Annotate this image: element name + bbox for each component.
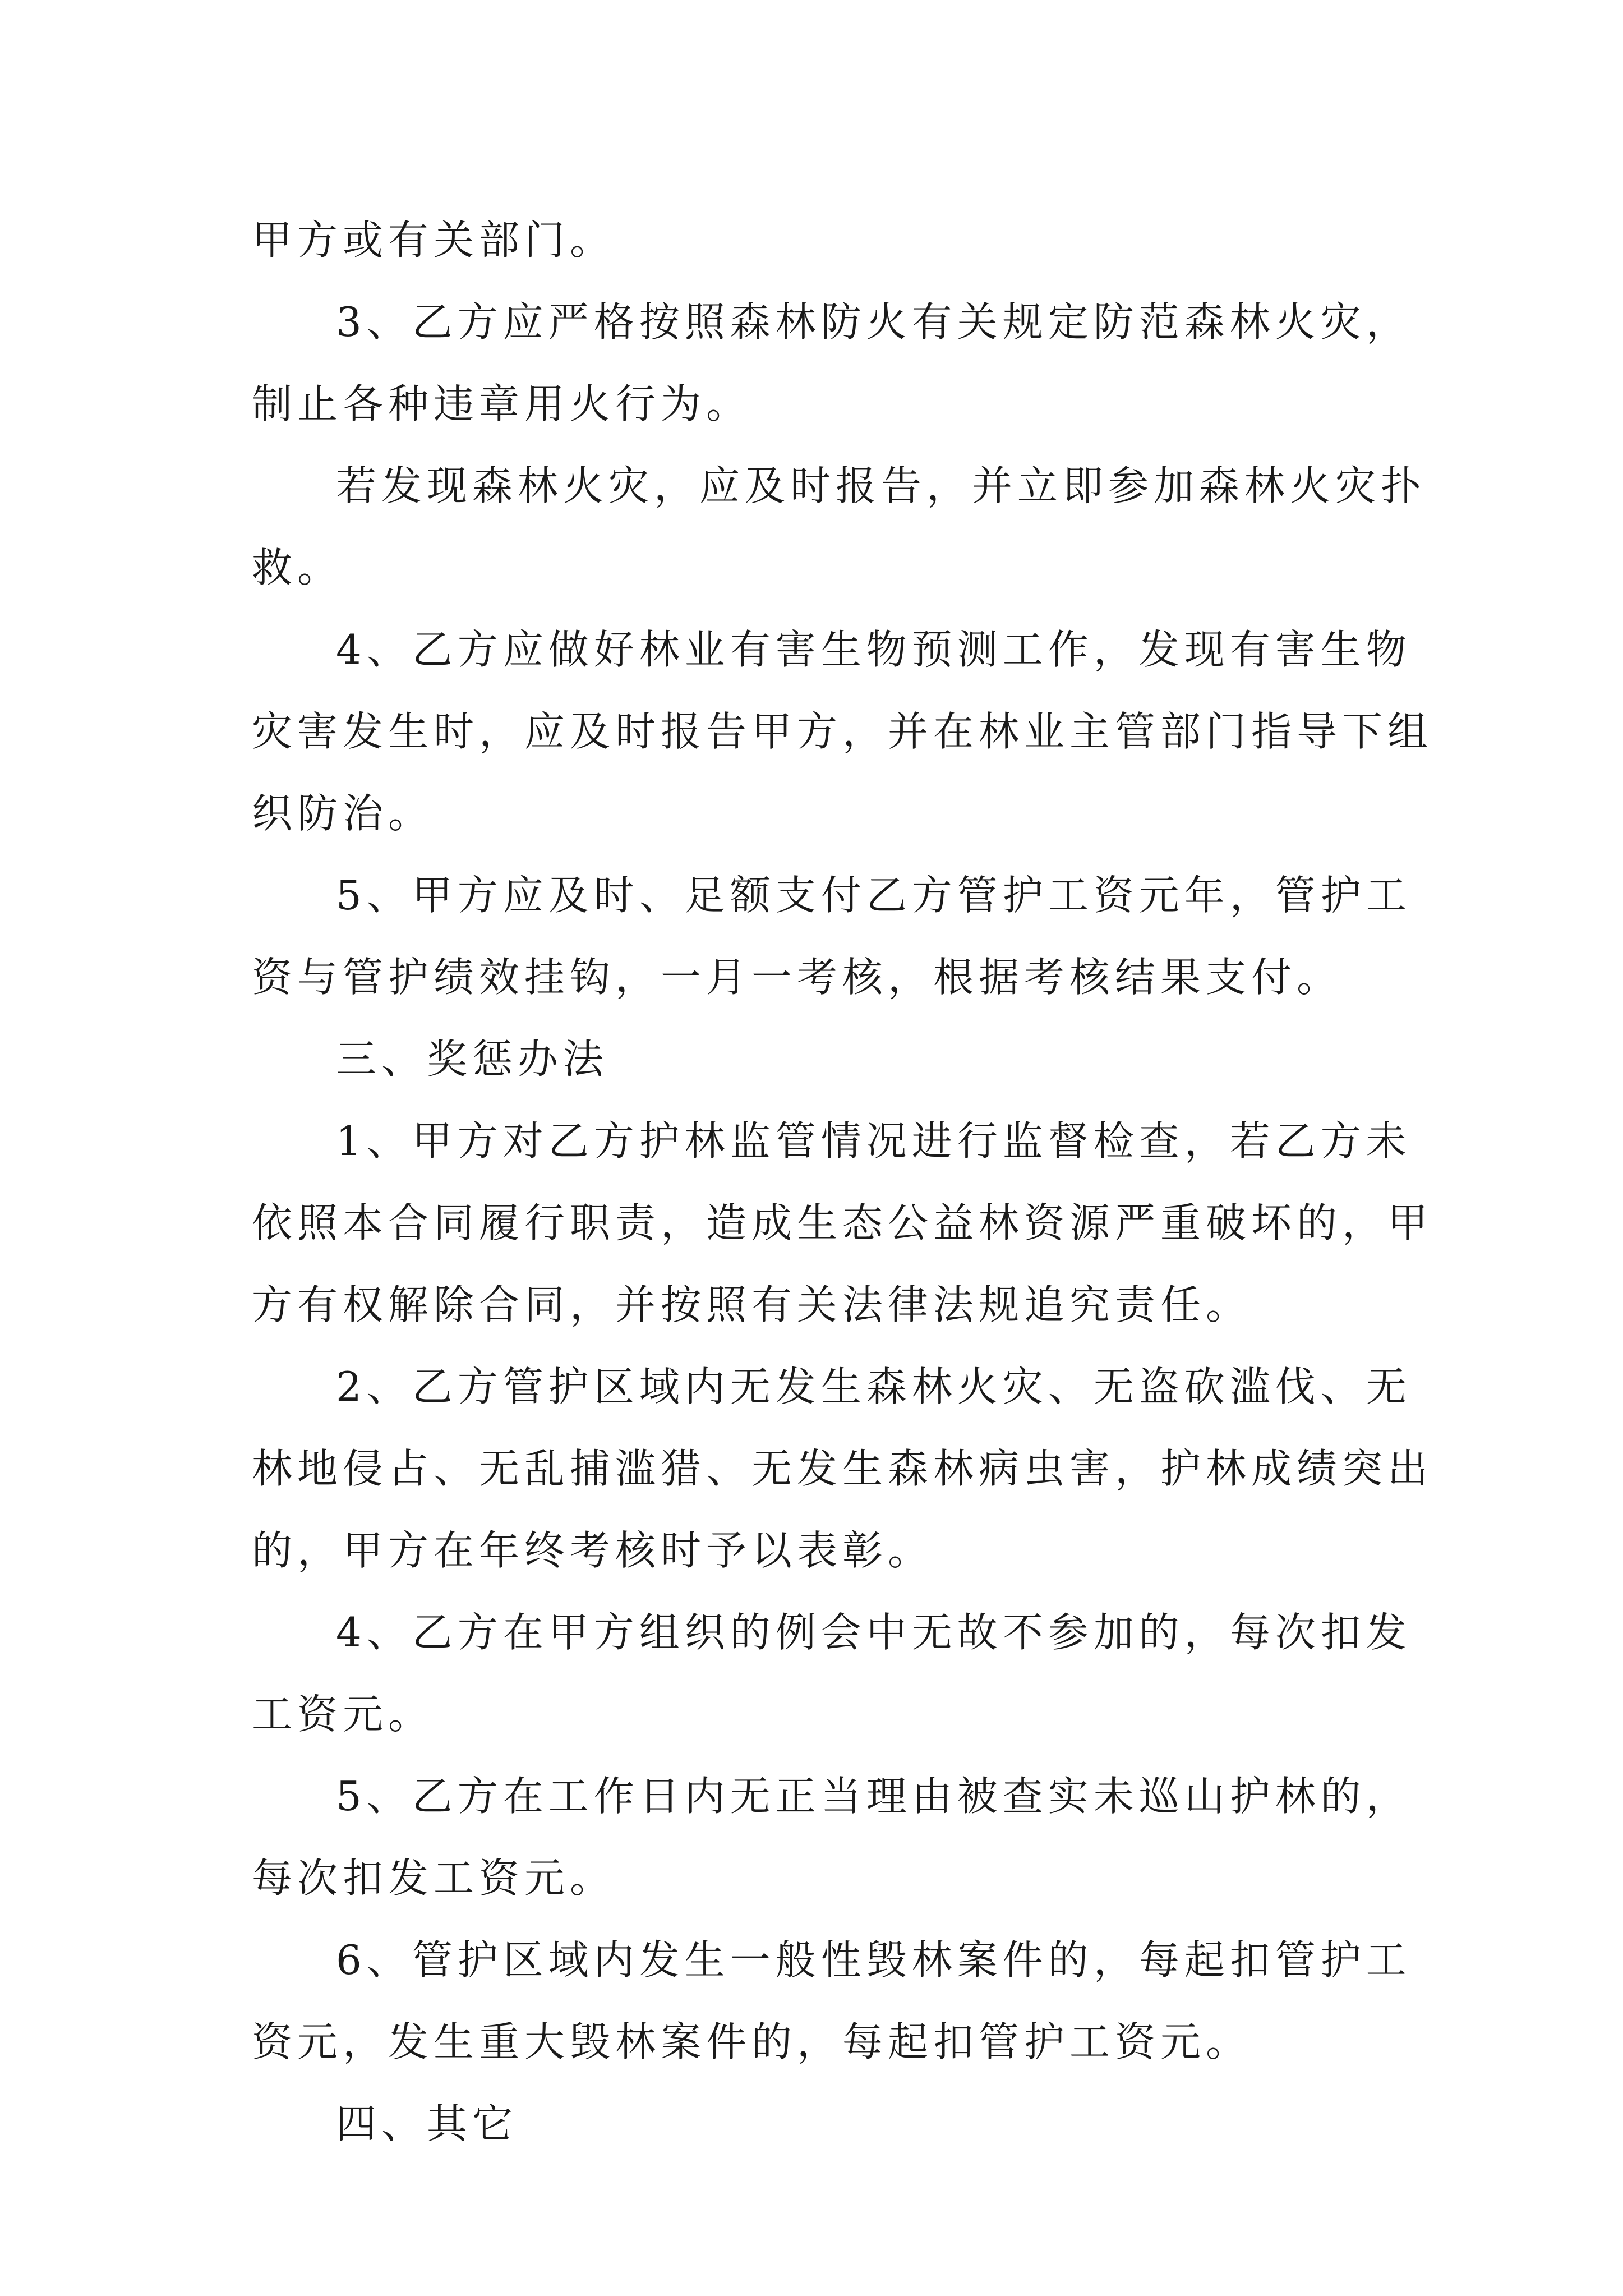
text-line: 方有权解除合同，并按照有关法律法规追究责任。 (252, 1281, 1252, 1328)
text-line: 4、乙方在甲方组织的例会中无故不参加的，每次扣发 (336, 1609, 1412, 1656)
text-line: 资与管护绩效挂钩，一月一考核，根据考核结果支付。 (252, 954, 1343, 1001)
text-line: 每次扣发工资元。 (252, 1855, 616, 1902)
document-body (252, 199, 1433, 2165)
text-line: 4、乙方应做好林业有害生物预测工作，发现有害生物 (336, 626, 1412, 673)
section-heading: 三、奖惩办法 (336, 1036, 609, 1083)
text-line: 依照本合同履行职责，造成生态公益林资源严重破坏的，甲 (252, 1199, 1433, 1246)
text-line: 林地侵占、无乱捕滥猎、无发生森林病虫害，护林成绩突出 (252, 1445, 1433, 1492)
text-line: 6、管护区域内发生一般性毁林案件的，每起扣管护工 (336, 1936, 1412, 1984)
text-line: 灾害发生时，应及时报告甲方，并在林业主管部门指导下组 (252, 708, 1433, 755)
text-line: 甲方或有关部门。 (252, 217, 616, 264)
text-line: 2、乙方管护区域内无发生森林火灾、无盗砍滥伐、无 (336, 1363, 1412, 1410)
text-line: 3、乙方应严格按照森林防火有关规定防范森林火灾， (336, 298, 1412, 346)
section-heading: 四、其它 (336, 2100, 518, 2147)
text-line: 若发现森林火灾，应及时报告，并立即参加森林火灾扑 (336, 462, 1427, 509)
text-line: 制止各种违章用火行为。 (252, 380, 752, 427)
text-line: 1、甲方对乙方护林监管情况进行监督检查，若乙方未 (336, 1117, 1412, 1165)
text-line: 救。 (252, 544, 343, 591)
text-line: 工资元。 (252, 1691, 434, 1738)
text-line: 5、乙方在工作日内无正当理由被查实未巡山护林的， (336, 1773, 1412, 1820)
text-line: 的，甲方在年终考核时予以表彰。 (252, 1527, 934, 1574)
text-line: 织防治。 (252, 790, 434, 837)
text-line: 资元，发生重大毁林案件的，每起扣管护工资元。 (252, 2018, 1252, 2065)
text-line: 5、甲方应及时、足额支付乙方管护工资元年，管护工 (336, 872, 1412, 919)
